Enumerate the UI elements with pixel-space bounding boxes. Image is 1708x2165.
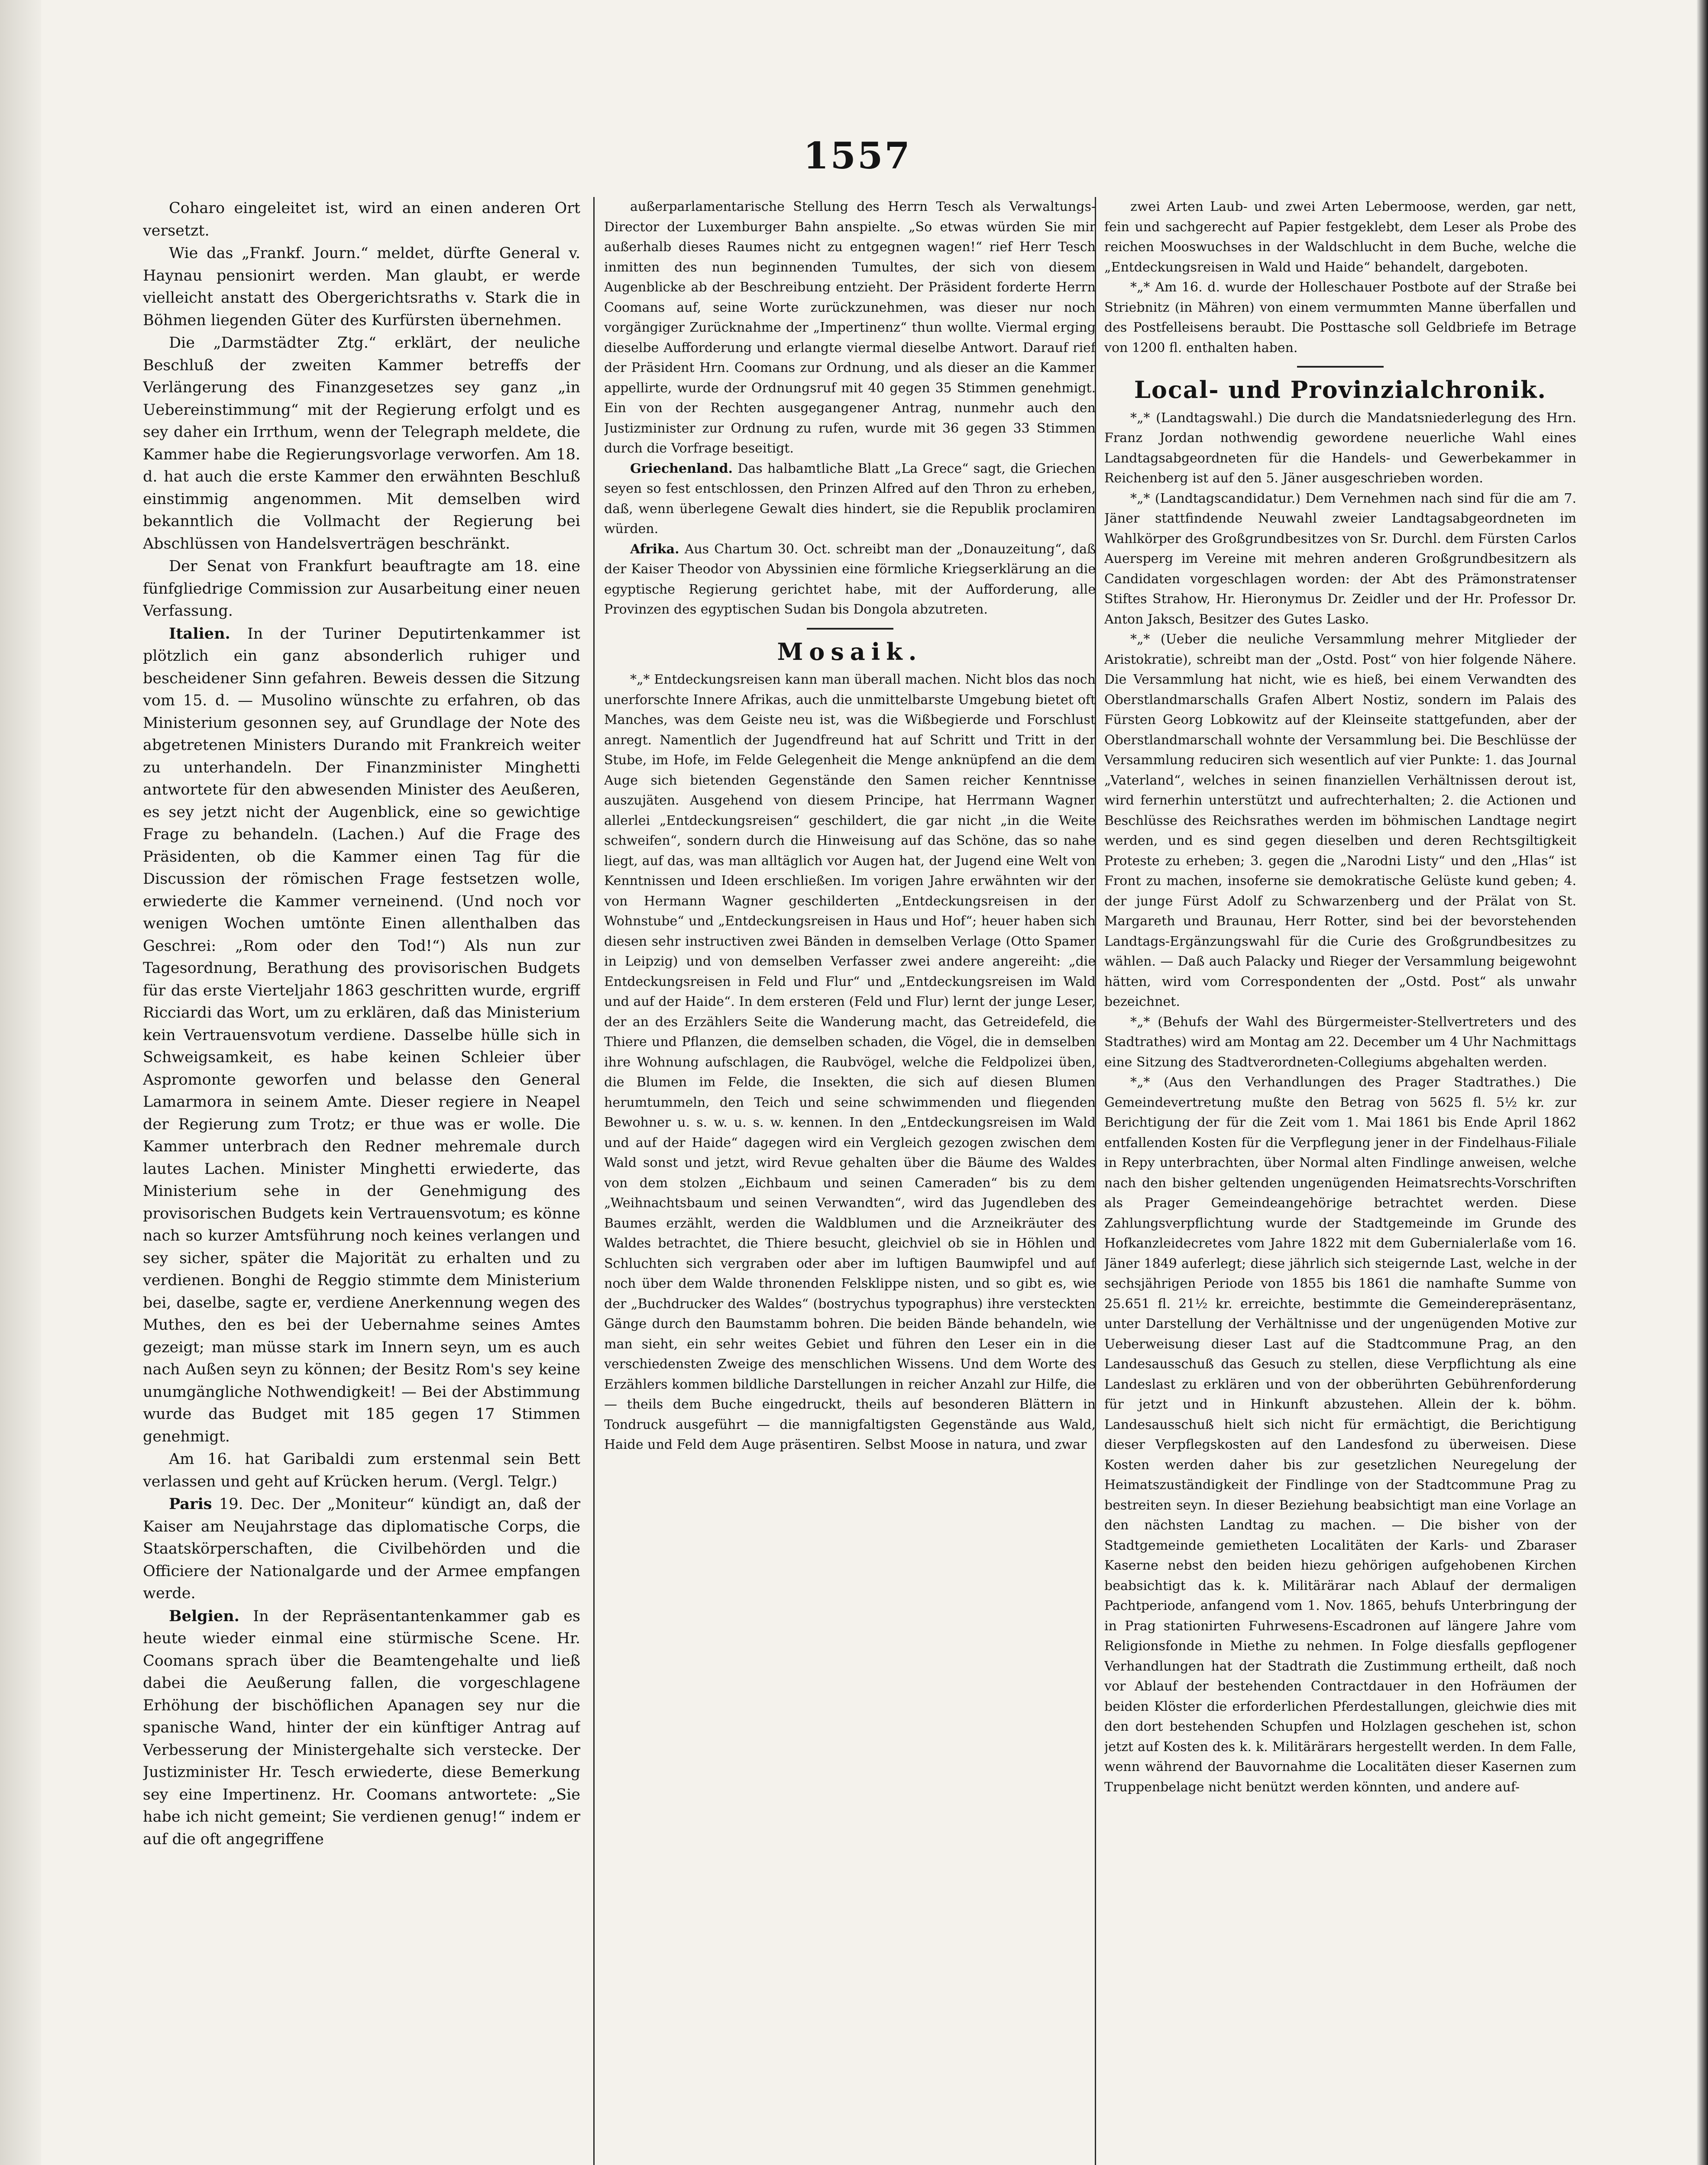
news-paragraph: [143, 242, 580, 332]
paragraph-text: 19. Dec. Der „Moniteur“ kündigt an, daß der Kaiser am Neujahrstage das diplomatische Corps, die Staatskörperschaften, die Civilbehörden und die Officiere der Nationalgarde und der Armee empfangen werde.: [143, 1496, 580, 1602]
mosaik-paragraph: *„* Entdeckungsreisen kann man überall machen. Nicht blos das noch unerforschte Innere Afrikas, auch die unmittelbarste Umgebung bietet oft Manches, was dem Geiste neu ist, was die Wißbegierde und Forschlust anregt. Namentlich der Jugendfreund hat auf Schritt und Tritt in der Stube, im Hofe, im Felde Gelegenheit die Menge anknüpfend an die dem Auge sich bietenden Gegenstände den Samen reicher Kenntnisse auszujäten. Ausgehend von diesem Principe, hat Herrmann Wagner allerlei „Entdeckungsreisen“ geschildert, die gar nicht „in die Weite schweifen“, sondern durch die Hinweisung auf das Schöne, das so nahe liegt, auf das, was man alltäglich vor Augen hat, der Jugend eine Welt von Kenntnissen und Ideen erschließen. Im vorigen Jahre erwähnten wir der von Hermann Wagner geschilderten „Entdeckungsreisen in der Wohnstube“ und „Entdeckungsreisen in Haus und Hof“; heuer haben sich diesen sehr instructiven zwei Bänden in demselben Verlage (Otto Spamer in Leipzig) und von demselben Verfasser zwei andere angereiht: „die Entdeckungsreisen in Feld und Flur“ und „Entdeckungsreisen im Wald und auf der Haide“. In dem ersteren (Feld und Flur) lernt der junge Leser, der an des Erzählers Seite die Wanderung macht, das Getreidefeld, die Thiere und Pflanzen, die demselben schaden, die Vögel, die in demselben ihre Wohnung aufschlagen, die Raubvögel, welche die Feldpolizei üben, die Blumen im Felde, die Insekten, die sich auf diesen Blumen herumtummeln, den Teich und seine schwimmenden und fliegenden Bewohner u. s. w. u. s. w. kennen. In den „Entdeckungsreisen im Wald und auf der Haide“ dagegen wird ein Vergleich gezogen zwischen dem Wald sonst und jetzt, wird Revue gehalten über die Bäume des Waldes von dem stolzen „Eichbaum und seinen Cameraden“ bis zu dem „Weihnachtsbaum und seinen Verwandten“, wird das Jugendleben des Baumes erzählt, werden die Waldblumen und die Arzneikräuter des Waldes betrachtet, die Thiere besucht, gleichviel ob sie in Höhlen und Schluchten sich vergraben oder aber im luftigen Baumwipfel und auf noch über dem Walde thronenden Felsklippe nisten, und so gibt es, wie der „Buchdrucker des Waldes“ (bostrychus typographus) ihre versteckten Gänge durch den Baumstamm bohren. Die beiden Bände behandeln, wie man sieht, ein sehr weites Gebiet und führen den Leser ein in die verschiedensten Zweige des menschlichen Wissens. Und dem Worte des Erzählers kommen bildliche Darstellungen in reicher Anzahl zur Hilfe, die — theils dem Buche eingedruckt, theils auf besonderen Blättern in Tondruck ausgeführt — die mannigfaltigsten Gegenstände aus Wald, Haide und Feld dem Auge präsentiren. Selbst Moose in natura, und zwar: [604, 672, 1096, 1452]
chronicle-paragraph: *„* (Landtagscandidatur.) Dem Vernehmen nach sind für die am 7. Jäner stattfindende Neuwahl zweier Landtagsabgeordneten im Wahlkörper des Großgrundbesitzes von Sr. Durchl. dem Fürsten Carlos Auersperg im Vereine mit mehren anderen Großgrundbesitzern als Candidaten vorgeschlagen worden: der Abt des Prämonstratenser Stiftes Strahow, Hr. Hieronymus Dr. Zeidler und der Hr. Professor Dr. Anton Jaksch, Besitzer des Gutes Lasko.: [1104, 491, 1576, 627]
paragraph-text: Die „Darmstädter Ztg.“ erklärt, der neuliche Beschluß der zweiten Kammer betreffs der Verlängerung des Finanzgesetzes sey ganz „in Uebereinstimmung“ mit der Regierung erfolgt und es sey daher ein Irrthum, wenn der Telegraph meldete, die Kammer habe die Regierungsvorlage verworfen. Am 18. d. hat auch die erste Kammer den erwähnten Beschluß einstimmig angenommen. Mit demselben wird bekanntlich die Vollmacht der Regierung bei Abschlüssen von Handelsverträgen beschränkt.: [143, 334, 580, 553]
paragraph-text: Am 16. hat Garibaldi zum erstenmal sein Bett verlassen und geht auf Krücken herum. (Vergl. Telgr.): [143, 1451, 580, 1490]
news-paragraph: [604, 197, 1096, 459]
chronicle-paragraph: *„* (Landtagswahl.) Die durch die Mandatsniederlegung des Hrn. Franz Jordan nothwendig gewordene neuerliche Wahl eines Landtagsabgeordneten für die Handels- und Gewerbekammer in Reichenberg ist auf den 5. Jäner ausgeschrieben worden.: [1104, 410, 1576, 486]
news-paragraph: [1104, 197, 1576, 278]
paragraph-text: Aus Chartum 30. Oct. schreibt man der „Donauzeitung“, daß der Kaiser Theodor von Abyssinien eine förmliche Kriegserklärung an die egyptische Regierung gerichtet habe, mit der Aufforderung, alle Provinzen des egyptischen Sudan bis Dongola abzutreten.: [604, 541, 1096, 617]
chronicle-paragraph: *„* (Behufs der Wahl des Bürgermeister-Stellvertreters und des Stadtrathes) wird am Montag am 22. December um 4 Uhr Nachmittags eine Sitzung des Stadtverordneten-Collegiums abgehalten werden.: [1104, 1014, 1576, 1070]
paragraph-text: außerparlamentarische Stellung des Herrn Tesch als Verwaltungs-Director der Luxemburger Bahn anspielte. „So etwas würden Sie mir außerhalb dieses Raumes nicht zu entgegnen wagen!“ rief Herr Tesch inmitten des nun beginnenden Tumultes, der sich von diesem Augenblicke ab der Beschreibung entzieht. Der Präsident forderte Herrn Coomans auf, seine Worte zurückzunehmen, was dieser nur noch vorgängiger Zurücknahme der „Impertinenz“ thun wollte. Viermal erging dieselbe Aufforderung und erlangte viermal dieselbe Antwort. Darauf rief der Präsident Hrn. Coomans zur Ordnung, und als dieser an die Kammer appellirte, wurde der Ordnungsruf mit 40 gegen 35 Stimmen genehmigt. Ein von der Rechten ausgegangener Antrag, nunmehr auch den Justizminister zur Ordnung zu rufen, wurde mit 36 gegen 33 Stimmen durch die Vorfrage beseitigt.: [604, 199, 1096, 456]
column-2: [604, 197, 1096, 2165]
place-label: Paris: [169, 1495, 212, 1513]
news-paragraph: [143, 623, 580, 1448]
scan-right-edge: [1697, 0, 1708, 2165]
column-3: [1104, 197, 1576, 2165]
news-paragraph: [604, 459, 1096, 540]
paragraph-text: In der Turiner Deputirtenkammer ist plötzlich ein ganz absonderlich ruhiger und bescheidener Sinn gefahren. Beweis dessen die Sitzung vom 15. d. — Musolino wünschte zu erfahren, ob das Ministerium gesonnen sey, auf Grundlage der Note des abgetretenen Ministers Durando mit Frankreich weiter zu unterhandeln. Der Finanzminister Minghetti antwortete für den abwesenden Minister des Aeußeren, es sey jetzt nicht der Augenblick, eine so gewichtige Frage zu behandeln. (Lachen.) Auf die Frage des Präsidenten, ob die Kammer einen Tag für die Discussion der römischen Frage festsetzen wolle, erwiederte die Kammer verneinend. (Und noch vor wenigen Wochen umtönte Einen allenthalben das Geschrei: „Rom oder den Tod!“) Als nun zur Tagesordnung, Berathung des provisorischen Budgets für das erste Vierteljahr 1863 geschritten wurde, ergriff Ricciardi das Wort, um zu erklären, daß das Ministerium kein Vertrauensvotum verdiene. Dasselbe hülle sich in Schweigsamkeit, es habe keinen Schleier über Aspromonte geworfen und belasse den General Lamarmora in seinem Amte. Dieser regiere in Neapel der Regierung zum Trotz; er thue was er wolle. Die Kammer unterbrach den Redner mehremale durch lautes Lachen. Minister Minghetti erwiederte, das Ministerium sehe in der Genehmigung des provisorischen Budgets kein Vertrauensvotum; es könne nach so kurzer Amtsführung noch keines verlangen und sey sicher, später die Majorität zu erhalten und zu verdienen. Bonghi de Reggio stimmte dem Ministerium bei, daselbe, sagte er, verdiene Anerkennung wegen des Muthes, den es bei der Uebernahme seines Amtes gezeigt; man müsse stark im Innern seyn, um es auch nach Außen seyn zu können; der Besitz Rom's sey keine unumgängliche Nothwendigkeit! — Bei der Abstimmung wurde das Budget mit 185 gegen 17 Stimmen genehmigt.: [143, 625, 580, 1445]
paragraph-text: Wie das „Frankf. Journ.“ meldet, dürfte General v. Haynau pensionirt werden. Man glaubt, er werde vielleicht anstatt des Obergerichtsraths v. Stark die in Böhmen liegenden Güter des Kurfürsten übernehmen.: [143, 245, 580, 329]
paragraph-text: Coharo eingeleitet ist, wird an einen anderen Ort versetzt.: [143, 200, 580, 239]
chronicle-paragraph: *„* (Aus den Verhandlungen des Prager Stadtrathes.) Die Gemeindevertretung mußte den Betrag von 5625 fl. 5½ kr. zur Berichtigung der für die Zeit vom 1. Mai 1861 bis Ende April 1862 entfallenden Kosten für die Verpflegung jener in der Findelhaus-Filiale in Repy unterbrachten, über Normal alten Findlinge anweisen, welche nach den bisher geltenden ungenügenden Heimatsrechts-Vorschriften als Prager Gemeindeangehörige betrachtet werden. Diese Zahlungsverpflichtung wurde der Stadtgemeinde im Grunde des Hofkanzleidecretes vom Jahre 1822 mit dem Gubernialerlaße vom 16. Jäner 1849 auferlegt; diese jährlich sich steigernde Last, welche in der sechsjährigen Periode von 1855 bis 1861 die namhafte Summe von 25.651 fl. 21½ kr. erreichte, bestimmte die Gemeinderepräsentanz, unter Darstellung der Verhältnisse und der ungenügenden Motive zur Ueberweisung dieser Last auf die Stadtcommune Prag, an den Landesausschuß das Gesuch zu stellen, diese Verpflichtung als eine Landeslast zu erklären und von der obberührten Gebührenforderung für jetzt und in Hinkunft abzustehen. Allein der k. böhm. Landesausschuß hielt sich nicht für ermächtigt, die Berichtigung dieser Verpflegskosten auf den Landesfond zu überweisen. Diese Kosten werden daher bis zur gesetzlichen Neuregelung der Heimatszuständigkeit der Findlinge von der Stadtcommune Prag zu bestreiten seyn. In dieser Beziehung beabsichtigt man eine Vorlage an den nächsten Landtag zu machen. — Die bisher von der Stadtgemeinde gemietheten Localitäten der Karls- und Zbaraser Kaserne nebst den beiden hiezu gehörigen aufgehobenen Kirchen beabsichtigt das k. k. Militärärar nach Ablauf der dermaligen Pachtperiode, anfangend vom 1. Nov. 1865, behufs Unterbringung der in Prag stationirten Fuhrwesens-Escadronen auf längere Jahre vom Religionsfonde in Miethe zu nehmen. In Folge diesfalls gepflogener Verhandlungen hat der Stadtrath die Zustimmung ertheilt, daß noch vor Ablauf der bestehenden Contractdauer in den Hofräumen der beiden Klöster die erforderlichen Pferdestallungen, gleichwie dies mit den dort bestehenden Schupfen und Holzlagen geschehen ist, schon jetzt auf Kosten des k. k. Militärärars hergestellt werden. In dem Falle, wenn während der Bauvornahme die Localitäten dieser Kasernen zum Truppenbelage nicht benützt werden könnten, und andere auf-: [1104, 1075, 1576, 1795]
paragraph-text: *„* Am 16. d. wurde der Holleschauer Postbote auf der Straße bei Striebnitz (in Mähren) von einem vermummten Manne überfallen und des Postfelleisens beraubt. Die Posttasche soll Geldbriefe im Betrage von 1200 fl. enthalten haben.: [1104, 280, 1576, 355]
page-number: 1557: [803, 134, 912, 177]
news-paragraph: [604, 540, 1096, 620]
news-paragraph: [143, 197, 580, 242]
scan-left-edge: [0, 0, 41, 2165]
place-label: Belgien.: [169, 1607, 239, 1625]
news-paragraph: [143, 332, 580, 555]
paragraph-text: Das halbamtliche Blatt „La Grece“ sagt, die Griechen seyen so fest entschlossen, den Prinzen Alfred auf den Thron zu erheben, daß, wenn überlegene Gewalt dies hindert, sie die Republik proclamiren würden.: [604, 461, 1096, 536]
column-rule: [593, 197, 595, 2165]
section-divider: [1297, 366, 1384, 368]
chronicle-paragraph: *„* (Ueber die neuliche Versammlung mehrer Mitglieder der Aristokratie), schreibt man der „Ostd. Post“ von hier folgende Nähere. Die Versammlung hat nicht, wie es hieß, bei einem Verwandten des Oberstlandmarschalls Grafen Albert Nostiz, sondern im Palais des Fürsten Georg Lobkowitz auf der Kleinseite stattgefunden, aber der Oberstlandmarschall wohnte der Versammlung bei. Die Beschlüsse der Versammlung reduciren sich wesentlich auf vier Punkte: 1. das Journal „Vaterland“, welches in seinen finanziellen Verhältnissen derout ist, wird fernerhin unterstützt und aufrechterhalten; 2. die Actionen und Beschlüsse des Reichsrathes werden im böhmischen Landtage negirt werden, und es sind gegen dieselben und deren Rechtsgiltigkeit Proteste zu erheben; 3. gegen die „Narodni Listy“ und den „Hlas“ ist Front zu machen, insoferne sie demokratische Gelüste kund geben; 4. der junge Fürst Adolf zu Schwarzenberg und der Prälat von St. Margareth und Braunau, Herr Rotter, sind bei der bevorstehenden Landtags-Ergänzungswahl für die Curie des Großgrundbesitzes zu wählen. — Daß auch Palacky und Rieger der Versammlung beigewohnt hätten, wird vom Correspondenten der „Ostd. Post“ als unwahr bezeichnet.: [1104, 632, 1576, 1009]
place-label: Afrika.: [630, 541, 679, 557]
section-divider: [807, 628, 893, 630]
paragraph-text: Der Senat von Frankfurt beauftragte am 18. eine fünfgliedrige Commission zur Ausarbeitung einer neuen Verfassung.: [143, 558, 580, 620]
news-paragraph: [143, 1605, 580, 1851]
news-paragraph: [1104, 278, 1576, 358]
paragraph-text: zwei Arten Laub- und zwei Arten Lebermoose, werden, gar nett, fein und sachgerecht auf Papier festgeklebt, dem Leser als Probe des reichen Mooswuchses in der Waldschlucht in dem Buche, welche die „Entdeckungsreisen in Wald und Haide“ behandelt, dargeboten.: [1104, 199, 1576, 275]
news-paragraph: [143, 1493, 580, 1605]
paragraph-text: In der Repräsentantenkammer gab es heute wieder einmal eine stürmische Scene. Hr. Coomans sprach über die Beamtengehalte und ließ dabei die Aeußerung fallen, die vorgeschlagene Erhöhung der bischöflichen Apanagen sey nur die spanische Wand, hinter der ein künftiger Antrag auf Verbesserung der Ministergehalte sich verstecke. Der Justizminister Hr. Tesch erwiederte, diese Bemerkung sey eine Impertinenz. Hr. Coomans antwortete: „Sie habe ich nicht gemeint; Sie verdienen genug!“ indem er auf die oft angegriffene: [143, 1607, 580, 1848]
news-paragraph: [143, 555, 580, 623]
place-label: Griechenland.: [630, 461, 733, 476]
news-paragraph: [143, 1448, 580, 1493]
place-label: Italien.: [169, 624, 230, 643]
local-chronicle-heading: Local- und Provinzialchronik.: [1134, 376, 1547, 404]
column-1: [143, 197, 580, 2165]
mosaik-heading: Mosaik.: [777, 637, 923, 666]
